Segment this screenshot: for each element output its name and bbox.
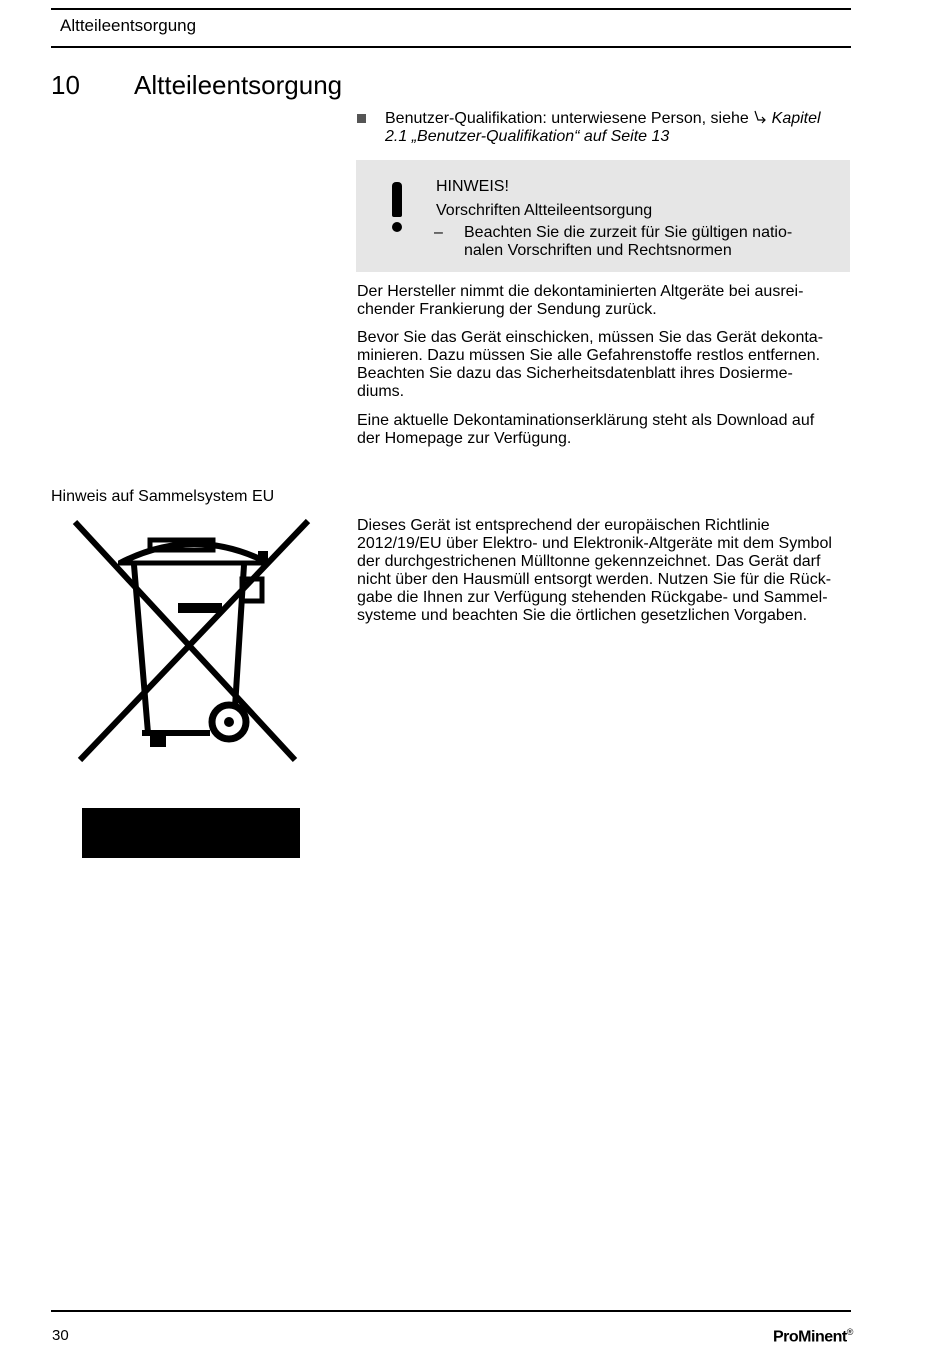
notice-item-line1: Beachten Sie die zurzeit für Sie gültigen natio- bbox=[464, 224, 793, 241]
page-number: 30 bbox=[52, 1327, 69, 1344]
paragraph-line: diums. bbox=[357, 383, 405, 400]
paragraph-line: Beachten Sie dazu das Sicherheitsdatenblatt ihres Dosierme- bbox=[357, 365, 793, 382]
header-top-rule bbox=[51, 8, 851, 10]
running-header: Altteileentsorgung bbox=[60, 16, 197, 35]
brand-name: ProMinent bbox=[773, 1328, 847, 1346]
qualification-label: Benutzer-Qualifikation: bbox=[385, 110, 547, 127]
black-bar bbox=[82, 808, 300, 858]
footer-rule bbox=[51, 1310, 851, 1312]
paragraph-line: der Homepage zur Verfügung. bbox=[357, 430, 572, 447]
notice-label: HINWEIS! bbox=[436, 178, 509, 195]
chapter-title: Altteileentsorgung bbox=[134, 70, 343, 100]
paragraph-line: Der Hersteller nimmt die dekontaminierten Altgeräte bei ausrei- bbox=[357, 283, 804, 300]
paragraph-line: Dieses Gerät ist entsprechend der europäischen Richtlinie bbox=[357, 517, 770, 534]
paragraph-line: chender Frankierung der Sendung zurück. bbox=[357, 301, 657, 318]
chapter-number: 10 bbox=[51, 70, 80, 100]
paragraph-line: 2012/19/EU über Elektro- und Elektronik-Altgeräte mit dem Symbol bbox=[357, 535, 832, 552]
chapter-link-line1[interactable]: Kapitel bbox=[771, 110, 821, 127]
paragraph-download bbox=[357, 412, 847, 448]
notice-item-line2: nalen Vorschriften und Rechtsnormen bbox=[464, 242, 732, 259]
qualification-text: unterwiesene Person, siehe bbox=[546, 110, 754, 127]
paragraph-line: nicht über den Hausmüll entsorgt werden. Nutzen Sie für die Rück- bbox=[357, 571, 832, 588]
paragraph-manufacturer-return bbox=[357, 283, 847, 319]
paragraph-line: der durchgestrichenen Mülltonne gekennzeichnet. Das Gerät darf bbox=[357, 553, 821, 570]
qualification-item bbox=[357, 110, 847, 146]
eu-section-text bbox=[357, 517, 847, 625]
header-bottom-rule bbox=[51, 46, 851, 48]
eu-section-heading: Hinweis auf Sammelsystem EU bbox=[51, 488, 275, 505]
arrow-reference-icon bbox=[753, 110, 767, 127]
paragraph-decontamination bbox=[357, 329, 847, 401]
crossed-out-wheeled-bin-icon bbox=[70, 515, 315, 772]
paragraph-line: Eine aktuelle Dekontaminationserklärung steht als Download auf bbox=[357, 412, 815, 429]
paragraph-line: systeme und beachten Sie die örtlichen gesetzlichen Vorgaben. bbox=[357, 607, 808, 624]
notice-box bbox=[356, 160, 850, 272]
paragraph-line: Bevor Sie das Gerät einschicken, müssen Sie das Gerät dekonta- bbox=[357, 329, 824, 346]
square-bullet-icon bbox=[357, 114, 366, 123]
notice-item bbox=[464, 224, 824, 260]
paragraph-line: gabe die Ihnen zur Verfügung stehenden Rückgabe- und Sammel- bbox=[357, 589, 828, 606]
notice-dash: – bbox=[434, 224, 443, 241]
chapter-link-line2[interactable]: 2.1 „Benutzer-Qualifikation“ auf Seite 13 bbox=[385, 128, 670, 145]
notice-title: Vorschriften Altteileentsorgung bbox=[436, 202, 653, 219]
registered-mark: ® bbox=[846, 1327, 853, 1337]
brand-logo bbox=[773, 1327, 853, 1346]
paragraph-line: minieren. Dazu müssen Sie alle Gefahrenstoffe restlos entfernen. bbox=[357, 347, 821, 364]
